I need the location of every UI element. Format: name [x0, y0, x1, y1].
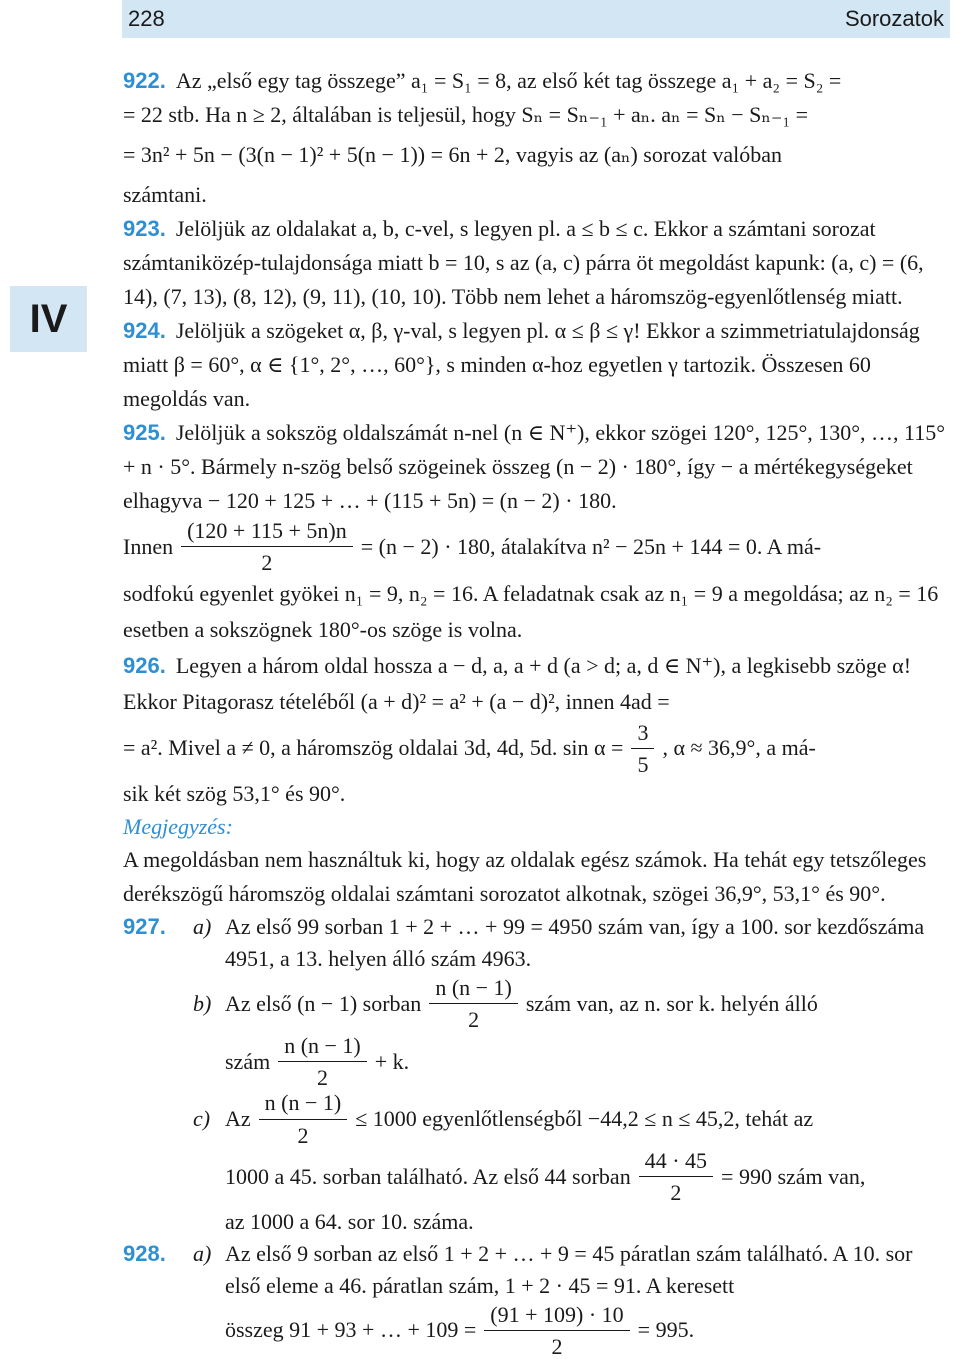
problem-number: 927. [123, 914, 166, 940]
fraction: $\frac{(120 + 115 + 5n)n}{2}$ [181, 518, 353, 576]
fraction: $\frac{n (n - 1)}{2}$ [259, 1090, 348, 1148]
page-content [123, 64, 953, 1359]
page-header [122, 0, 950, 38]
problem-927-b-2: szám $\frac{n (n - 1)}{2}$ + k. [225, 1032, 410, 1091]
problem-923 [123, 212, 953, 314]
problem-926 [123, 648, 953, 912]
problem-925-text: Jelöljük a sokszög oldalszámát n-nel (n ∈ N⁺), ekkor szögei 120°, 125°, 130°, …, 115° + n · 5°. Bármely n-szög belső szögeinek összeg (n − 2) · 180°, így − a mértékegységeket elhagyva − 120 + 125 + … + (115 + 5n) = (n − 2) · 180. [123, 420, 946, 513]
problem-926-equation: = a². Mivel a ≠ 0, a háromszög oldalai 3d, 4d, 5d. sin α = $\frac{3}{5}$ , α ≈ 36,9°, a má- [123, 719, 816, 777]
problem-922 [123, 64, 953, 212]
problem-922-line-4: számtani. [123, 182, 207, 207]
problem-926-line-3: sik két szög 53,1° és 90°. [123, 781, 346, 807]
chapter-marker: IV [10, 286, 87, 352]
problem-925-rest: sodfokú egyenlet gyökei n₁ = 9, n₂ = 16. A feladatnak csak az n₁ = 9 a megoldása; az n₂ = 16 esetben a sokszögnek 180°-os szöge is volna. [123, 580, 939, 642]
fraction: $\frac{n (n - 1)}{2}$ [278, 1033, 367, 1091]
problem-927-c: c) Az $\frac{n (n - 1)}{2}$ ≤ 1000 egyenlőtlenségből −44,2 ≤ n ≤ 45,2, tehát az [193, 1090, 814, 1148]
problem-922-line-2: = 22 stb. Ha n ≥ 2, általában is teljesül, hogy Sₙ = Sₙ₋₁ + aₙ. aₙ = Sₙ − Sₙ₋₁ = [123, 102, 809, 127]
fraction: $\frac{(91 + 109) \cdot 10}{2}$ [484, 1302, 629, 1359]
problem-927-c-3: az 1000 a 64. sor 10. száma. [225, 1208, 474, 1234]
problem-922-line-1: Az „első egy tag összege” a₁ = S₁ = 8, az első két tag összege a₁ + a₂ = S₂ = [175, 68, 842, 93]
note-text: A megoldásban nem használtuk ki, hogy az oldalak egész számok. Ha tehát egy tetszőleges derékszögű háromszög oldalai számtani sorozatot alkotnak, szögei 36,9°, 53,1° és 90°. [123, 847, 927, 907]
problem-925 [123, 416, 953, 648]
fraction: $\frac{n (n - 1)}{2}$ [429, 975, 518, 1033]
problem-922-line-3: = 3n² + 5n − (3(n − 1)² + 5(n − 1)) = 6n + 2, vagyis az (aₙ) sorozat valóban [123, 142, 782, 167]
problem-number: 923. [123, 216, 166, 241]
problem-927-b: b) Az első (n − 1) sorban $\frac{n (n - 1)}{2}$ szám van, az n. sor k. helyén álló [193, 975, 818, 1033]
problem-928-a: Az első 9 sorban az első 1 + 2 + … + 9 = 45 páratlan szám található. A 10. sor első eleme a 46. páratlan szám, 1 + 2 · 45 = 91. A keresett [225, 1240, 913, 1298]
fraction: $\frac{3}{5}$ [631, 720, 654, 778]
problem-927-c-2: 1000 a 45. sorban található. Az első 44 sorban $\frac{44 \cdot 45}{2}$ = 990 szám van, [225, 1147, 866, 1206]
part-label: a) [193, 914, 212, 940]
problem-924 [123, 314, 953, 416]
problem-927 [123, 911, 953, 1237]
problem-number: 924. [123, 318, 166, 343]
section-title: Sorozatok [844, 6, 944, 31]
page-number: 228 [128, 6, 165, 31]
fraction: $\frac{44 \cdot 45}{2}$ [639, 1148, 713, 1206]
problem-925-equation: Innen $\frac{(120 + 115 + 5n)n}{2}$ = (n − 2) · 180, átalakítva n² − 25n + 144 = 0. A má- [123, 518, 822, 576]
problem-926-text: Legyen a három oldal hossza a − d, a, a + d (a > d; a, d ∈ N⁺), a legkisebb szöge α! Ekkor Pitagorasz tételéből (a + d)² = a² + (a − d)², innen 4ad = [123, 652, 912, 714]
problem-928-a-2: összeg 91 + 93 + … + 109 = $\frac{(91 + 109) \cdot 10}{2}$ = 995. [225, 1301, 695, 1359]
problem-927-a: Az első 99 sorban 1 + 2 + … + 99 = 4950 szám van, így a 100. sor kezdőszáma 4951, a 13. helyen álló szám 4963. [225, 914, 925, 972]
part-label: a) [193, 1240, 212, 1266]
problem-number: 928. [123, 1240, 166, 1266]
problem-924-text: Jelöljük a szögeket α, β, γ-val, s legyen pl. α ≤ β ≤ γ! Ekkor a szimmetriatulajdonság miatt β = 60°, α ∈ {1°, 2°, …, 60°}, s minden α-hoz egyetlen γ tartozik. Összesen 60 megoldás van. [123, 318, 920, 411]
note-label: Megjegyzés: [123, 814, 233, 840]
problem-number: 925. [123, 420, 166, 445]
problem-number: 922. [123, 68, 166, 93]
problem-number: 926. [123, 652, 166, 678]
problem-928 [123, 1238, 953, 1359]
problem-923-text: Jelöljük az oldalakat a, b, c-vel, s legyen pl. a ≤ b ≤ c. Ekkor a számtani sorozat számtaniközép-tulajdonsága miatt b = 10, s az (a, c) párra öt megoldást kapunk: (a, c) = (6, 14), (7, 13), (8, 12), (9, 11), (10, 10). Több nem lehet a háromszög-egyenlőtlenség miatt. [123, 216, 924, 309]
